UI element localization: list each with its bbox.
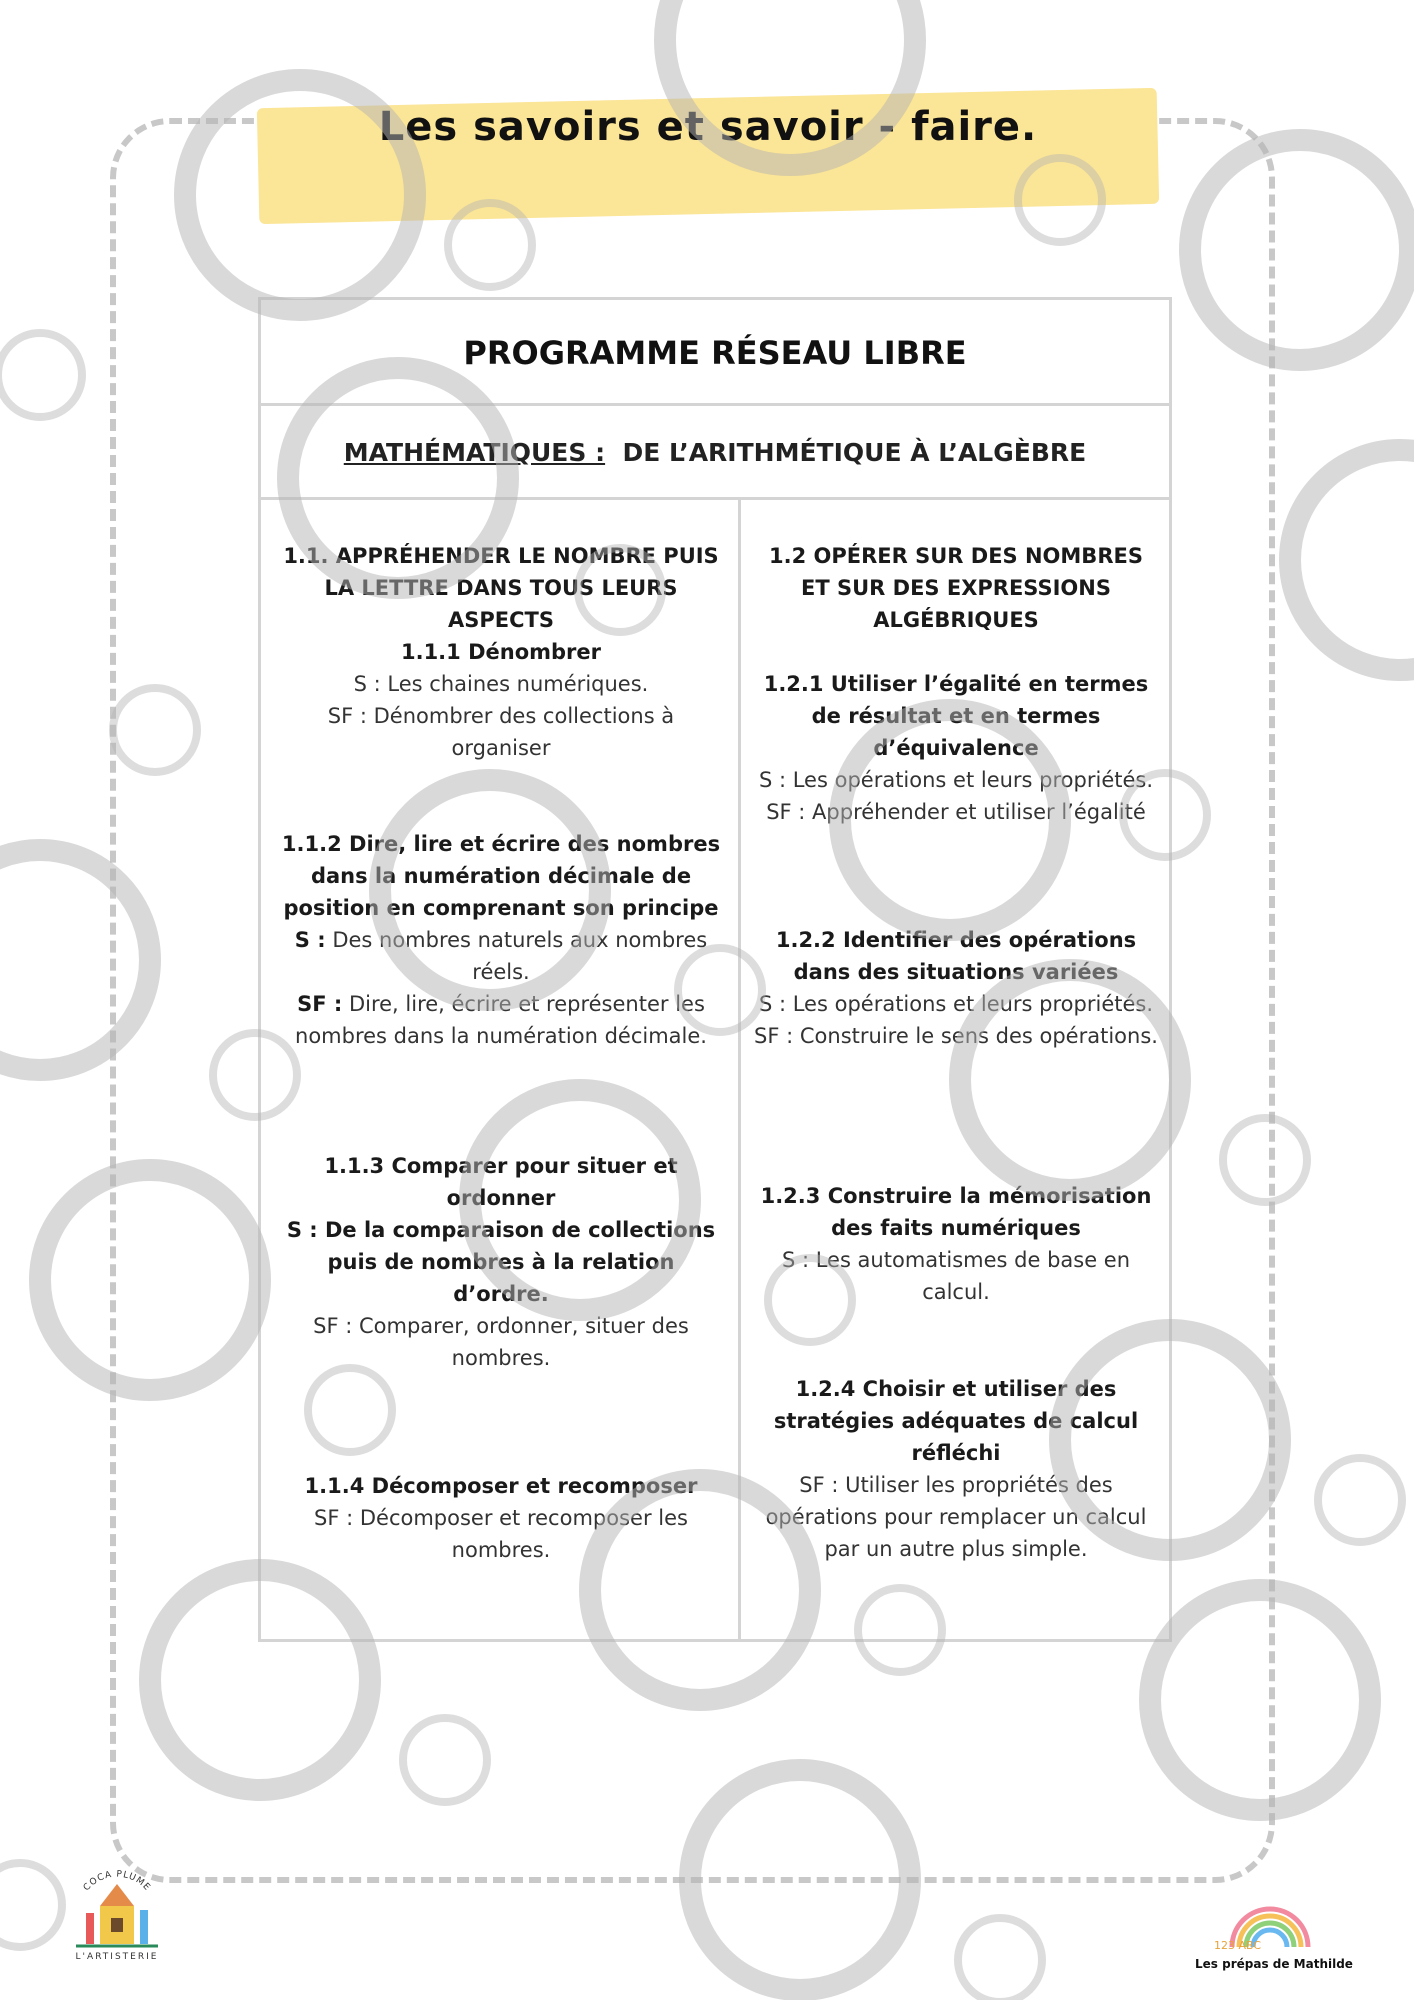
registered-watermark-icon [0, 333, 82, 417]
section-1-2-2-title: 1.2.2 Identifier des opérations dans des situations variées [775, 928, 1137, 984]
section-1-1-4-savoir-faire: SF : Décomposer et recomposer les nombres. [314, 1506, 688, 1562]
section-1-2-1-savoir: S : Les opérations et leurs propriétés. [758, 768, 1154, 792]
section-1-2-2-savoir-faire: SF : Construire le sens des opérations. [754, 1024, 1158, 1048]
section-1-1-1-title: 1.1.1 Dénombrer [400, 640, 602, 664]
registered-watermark-icon [958, 1918, 1042, 2000]
column-divider [738, 500, 741, 1639]
registered-watermark-icon [1318, 1458, 1402, 1542]
section-1-2-2-savoir: S : Les opérations et leurs propriétés. [758, 992, 1154, 1016]
svg-text:COCA PLUME: COCA PLUME [81, 1869, 153, 1894]
program-title: PROGRAMME RÉSEAU LIBRE [261, 300, 1169, 406]
coca-plume-logo [62, 1858, 172, 1968]
section-1-1-1-savoir-faire: SF : Dénombrer des collections à organiser [327, 704, 675, 760]
section-1-1-1-savoir: S : Les chaines numériques. [353, 672, 649, 696]
section-1-2-4-savoir-faire: SF : Utiliser les propriétés des opérations pour remplacer un calcul par un autre plus simple. [765, 1473, 1147, 1561]
section-1-1-2-title: 1.1.2 Dire, lire et écrire des nombres dans la numération décimale de position en comprenant son principe [281, 832, 721, 920]
section-1-2-2 [753, 924, 1159, 1052]
section-1-1-2 [281, 828, 721, 1052]
section-1-1-4 [281, 1470, 721, 1566]
rainbow-icon [1210, 1895, 1330, 1953]
copyright-watermark-icon [1290, 450, 1414, 670]
section-1-2-1-title: 1.2.1 Utiliser l’égalité en termes de résultat et en termes d’équivalence [763, 672, 1149, 760]
house-pencil-icon [62, 1858, 172, 1953]
section-1-2-3-savoir: S : Les automatismes de base en calcul. [781, 1248, 1131, 1304]
section-1-1-3-savoir: S : De la comparaison de collections puis de nombres à la relation d’ordre. [286, 1218, 716, 1306]
section-1-1-3 [281, 1150, 721, 1374]
subject-label: MATHÉMATIQUES : [343, 438, 606, 467]
section-1-2-3-title: 1.2.3 Construire la mémorisation des faits numériques [760, 1184, 1152, 1240]
section-1-1-2-savoir: S : Des nombres naturels aux nombres réels. [294, 928, 708, 984]
section-1-2-4-title: 1.2.4 Choisir et utiliser des stratégies adéquates de calcul réfléchi [773, 1377, 1139, 1465]
left-logo-caption: L'ARTISTERIE [75, 1952, 159, 1962]
subject-rest: DE L’ARITHMÉTIQUE À L’ALGÈBRE [605, 438, 1087, 467]
section-1-1-3-savoir-faire: SF : Comparer, ordonner, situer des nombres. [313, 1314, 689, 1370]
section-1-1-4-title: 1.1.4 Décomposer et recomposer [304, 1474, 698, 1498]
subject-title [261, 406, 1169, 500]
page-title: Les savoirs et savoir - faire. [378, 104, 1038, 150]
section-1-1-heading: 1.1. APPRÉHENDER LE NOMBRE PUIS LA LETTRE DANS TOUS LEURS ASPECTS [283, 544, 719, 632]
svg-text:123 ABC: 123 ABC [1214, 1939, 1262, 1952]
program-table [258, 297, 1172, 1642]
section-1-2-heading: 1.2 OPÉRER SUR DES NOMBRES ET SUR DES EXPRESSIONS ALGÉBRIQUES [769, 544, 1143, 632]
section-1-1 [281, 540, 721, 764]
registered-watermark-icon [0, 1863, 62, 1947]
section-1-2-1-savoir-faire: SF : Appréhender et utiliser l’égalité [766, 800, 1146, 824]
right-logo-caption: Les prépas de Mathilde [1195, 1957, 1353, 1971]
section-1-2 [753, 540, 1159, 636]
section-1-2-4 [753, 1373, 1159, 1565]
section-1-1-3-title: 1.1.3 Comparer pour situer et ordonner [324, 1154, 678, 1210]
section-1-1-2-savoir-faire: SF : Dire, lire, écrire et représenter les nombres dans la numération décimale. [295, 992, 707, 1048]
section-1-2-1 [753, 668, 1159, 828]
section-1-2-3 [753, 1180, 1159, 1308]
prepas-mathilde-logo [1195, 1895, 1353, 1975]
